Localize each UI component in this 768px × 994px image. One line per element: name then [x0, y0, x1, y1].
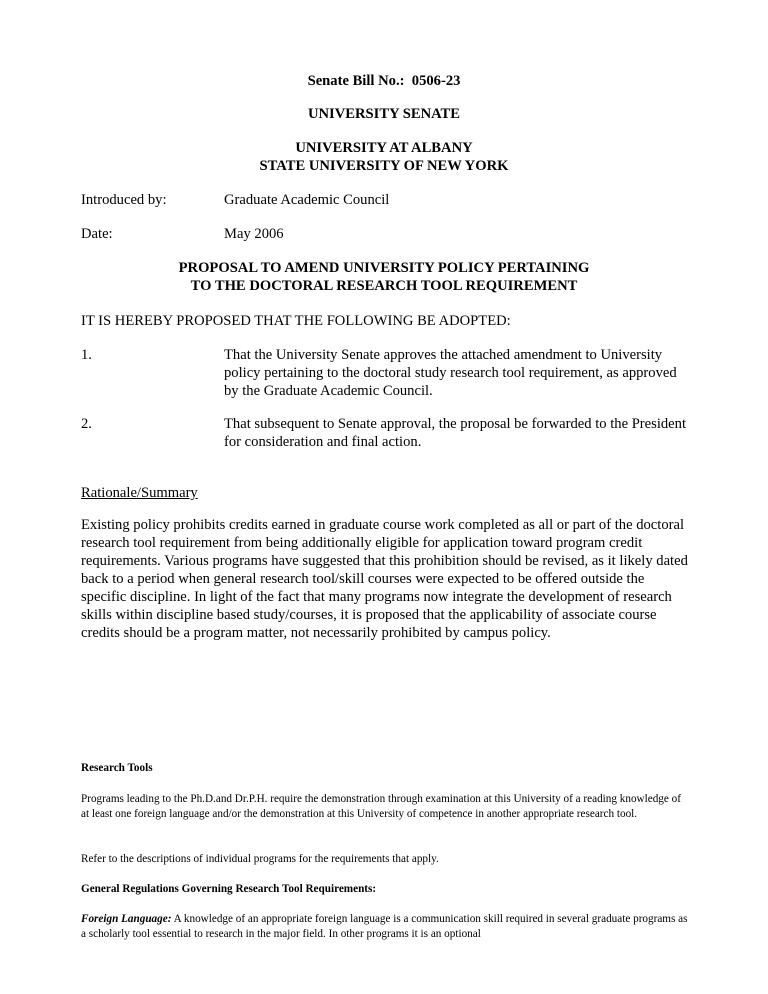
- date-value: May 2006: [224, 226, 284, 242]
- foreign-language-paragraph: [81, 912, 691, 941]
- foreign-language-text: A knowledge of an appropriate foreign language is a communication skill required in several graduate programs as a scholarly tool essential to research in the major field. In other programs it is an optional: [81, 913, 688, 940]
- resolution-item-text: That the University Senate approves the attached amendment to University policy pertaining to the doctoral study research tool requirement, as approved by the Graduate Academic Council.: [224, 347, 677, 399]
- introduced-label: Introduced by:: [81, 192, 167, 208]
- university-heading: UNIVERSITY AT ALBANY: [295, 140, 473, 156]
- date-label: Date:: [81, 226, 113, 242]
- resolution-item-number: 2.: [81, 416, 92, 432]
- foreign-language-label: Foreign Language:: [81, 913, 172, 925]
- rationale-text: Existing policy prohibits credits earned in graduate course work completed as all or part of the doctoral research tool requirement from being additionally eligible for application toward program credit requirements. Various programs have suggested that this prohibition should be revised, as it likely dated back to a period when general research tool/skill courses were expected to be offered outside the specific discipline. In light of the fact that many programs now integrate the development of research skills within discipline based study/courses, it is proposed that the applicability of associate course credits should be a program matter, not necessarily prohibited by campus policy.: [81, 517, 688, 641]
- rationale-heading: Rationale/Summary: [81, 485, 198, 501]
- bill-number-line: [0, 72, 768, 90]
- proposal-title-line2: TO THE DOCTORAL RESEARCH TOOL REQUIREMENT: [190, 278, 578, 294]
- proposal-title-line1: PROPOSAL TO AMEND UNIVERSITY POLICY PERTAINING: [178, 260, 590, 276]
- bill-number: 0506-23: [411, 73, 461, 89]
- research-tools-heading: Research Tools: [81, 762, 153, 774]
- resolution-item-number: 1.: [81, 347, 92, 363]
- research-tools-paragraph: Programs leading to the Ph.D.and Dr.P.H. require the demonstration through examination at this University of a reading knowledge of at least one foreign language and/or the demonstration at this University of competence in another appropriate research tool.: [81, 793, 681, 820]
- bill-label: Senate Bill No.:: [307, 73, 405, 89]
- senate-heading: UNIVERSITY SENATE: [307, 106, 461, 122]
- resolution-item-text: That subsequent to Senate approval, the proposal be forwarded to the President for consideration and final action.: [224, 416, 687, 450]
- introduced-value: Graduate Academic Council: [224, 192, 390, 208]
- general-regulations-heading: General Regulations Governing Research Tool Requirements:: [81, 883, 377, 895]
- resolution-intro: IT IS HEREBY PROPOSED THAT THE FOLLOWING BE ADOPTED:: [81, 313, 511, 329]
- research-tools-refer-paragraph: Refer to the descriptions of individual programs for the requirements that apply.: [81, 853, 439, 865]
- system-heading: STATE UNIVERSITY OF NEW YORK: [259, 158, 509, 174]
